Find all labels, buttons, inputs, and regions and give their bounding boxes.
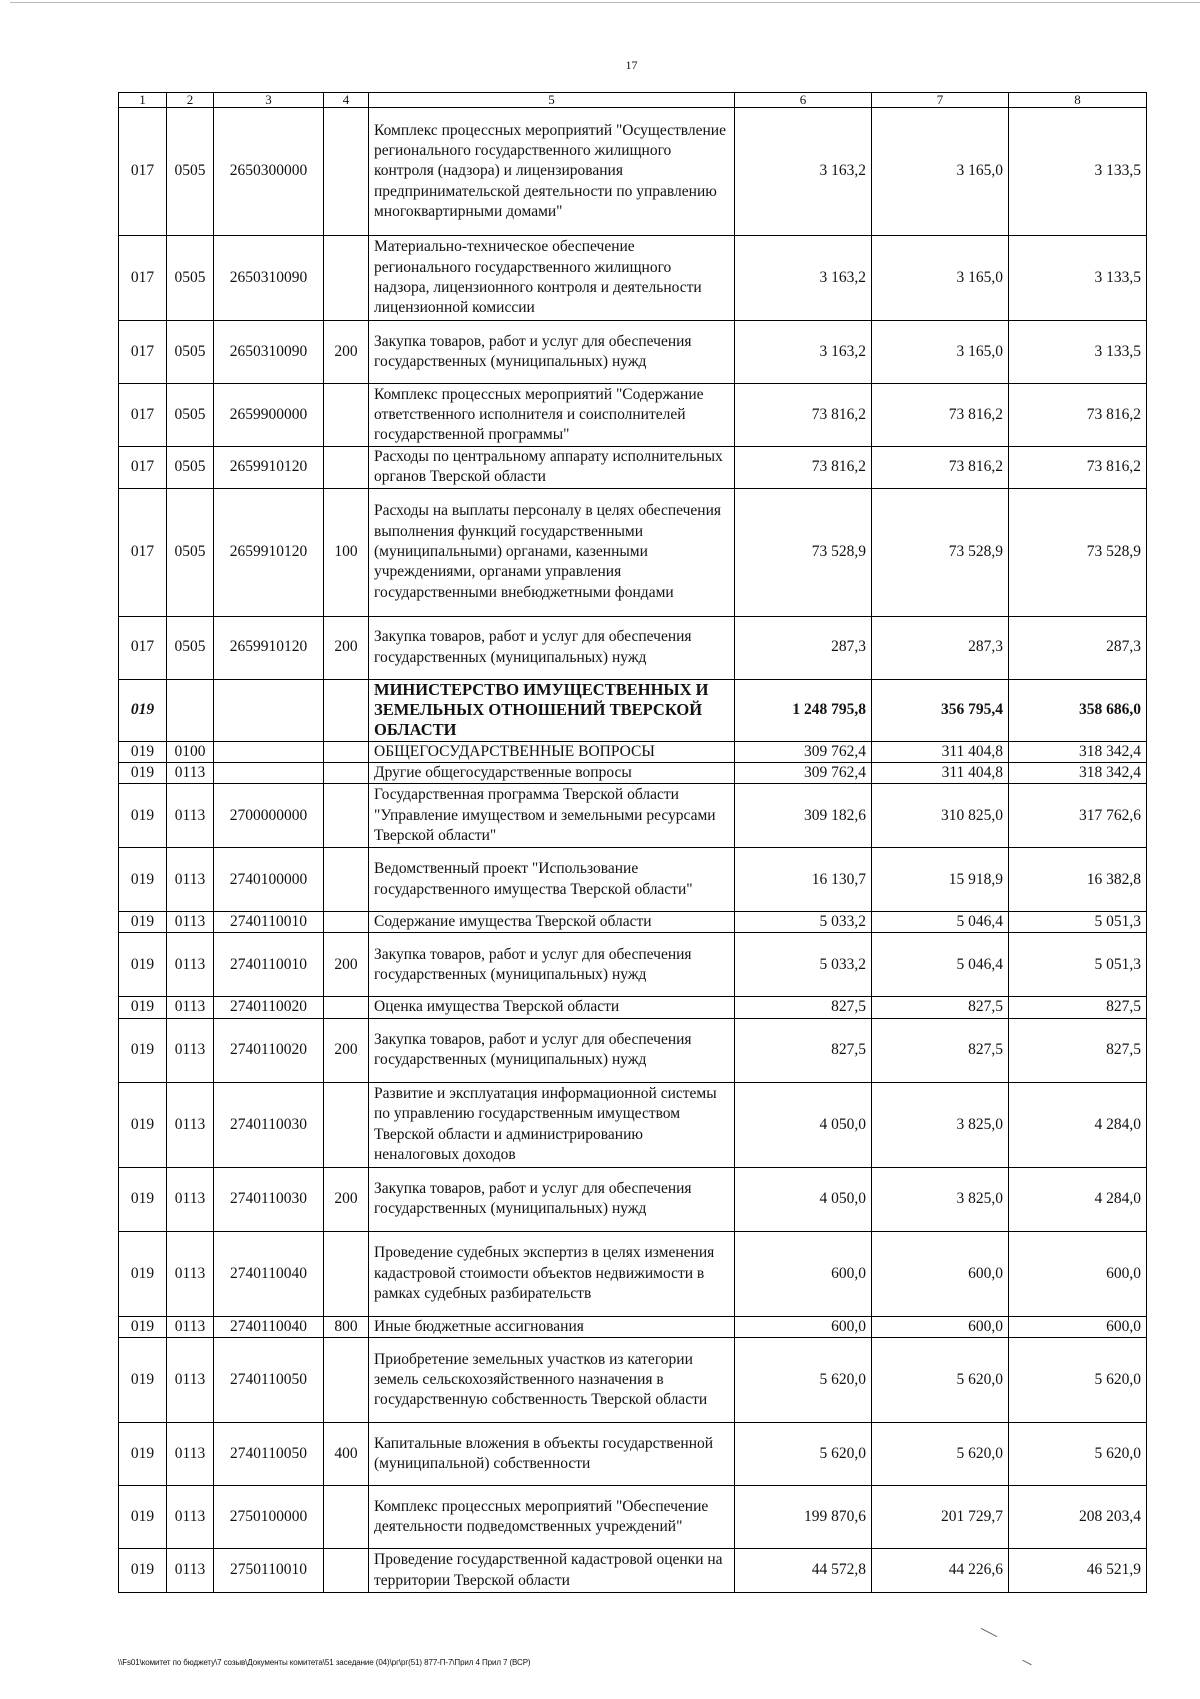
description-cell: Закупка товаров, работ и услуг для обеспечения государственных (муниципальных) нужд xyxy=(369,1018,735,1082)
expense-type-cell: 400 xyxy=(324,1423,369,1486)
amount-col6-cell: 600,0 xyxy=(735,1316,872,1337)
amount-col7-cell: 73 528,9 xyxy=(872,488,1009,616)
admin-code-cell: 019 xyxy=(119,1167,167,1231)
admin-code-cell: 019 xyxy=(119,1549,167,1593)
expense-type-cell xyxy=(324,912,369,933)
section-code-cell: 0113 xyxy=(167,848,214,912)
amount-col6-cell: 3 163,2 xyxy=(735,321,872,384)
amount-col8-cell: 4 284,0 xyxy=(1009,1082,1147,1167)
section-code-cell: 0100 xyxy=(167,741,214,762)
section-code-cell: 0113 xyxy=(167,933,214,997)
section-code-cell: 0113 xyxy=(167,1549,214,1593)
amount-col8-cell: 358 686,0 xyxy=(1009,679,1147,741)
scan-artifact xyxy=(1022,1660,1031,1666)
amount-col8-cell: 600,0 xyxy=(1009,1316,1147,1337)
section-code-cell: 0113 xyxy=(167,1167,214,1231)
column-header: 1 xyxy=(119,93,167,108)
amount-col6-cell: 73 816,2 xyxy=(735,384,872,447)
amount-col7-cell: 201 729,7 xyxy=(872,1486,1009,1549)
target-article-cell xyxy=(214,679,324,741)
amount-col7-cell: 5 620,0 xyxy=(872,1338,1009,1423)
admin-code-cell: 019 xyxy=(119,1316,167,1337)
expense-type-cell xyxy=(324,1338,369,1423)
amount-col6-cell: 4 050,0 xyxy=(735,1082,872,1167)
amount-col7-cell: 73 816,2 xyxy=(872,384,1009,447)
table-row xyxy=(119,1018,1147,1082)
amount-col7-cell: 3 825,0 xyxy=(872,1167,1009,1231)
amount-col8-cell: 600,0 xyxy=(1009,1231,1147,1316)
target-article-cell: 2740110010 xyxy=(214,912,324,933)
table-row xyxy=(119,1082,1147,1167)
target-article-cell: 2659900000 xyxy=(214,384,324,447)
table-row xyxy=(119,384,1147,447)
section-code-cell: 0113 xyxy=(167,1486,214,1549)
expense-type-cell xyxy=(324,1486,369,1549)
amount-col6-cell: 309 182,6 xyxy=(735,784,872,848)
amount-col8-cell: 287,3 xyxy=(1009,616,1147,679)
expense-type-cell xyxy=(324,848,369,912)
section-code-cell: 0113 xyxy=(167,1082,214,1167)
column-header: 4 xyxy=(324,93,369,108)
amount-col7-cell: 600,0 xyxy=(872,1316,1009,1337)
amount-col8-cell: 827,5 xyxy=(1009,997,1147,1018)
admin-code-cell: 019 xyxy=(119,1423,167,1486)
admin-code-cell: 019 xyxy=(119,1231,167,1316)
table-body xyxy=(119,93,1147,1593)
description-cell: Комплекс процессных мероприятий "Осуществление регионального государственного жилищного контроля (надзора) и лицензирования предпринимательской деятельности по управлению многоквартирными домами" xyxy=(369,108,735,236)
amount-col7-cell: 310 825,0 xyxy=(872,784,1009,848)
amount-col7-cell: 827,5 xyxy=(872,1018,1009,1082)
admin-code-cell: 017 xyxy=(119,488,167,616)
expense-type-cell xyxy=(324,1082,369,1167)
expense-type-cell xyxy=(324,741,369,762)
amount-col6-cell: 5 033,2 xyxy=(735,912,872,933)
amount-col8-cell: 3 133,5 xyxy=(1009,321,1147,384)
admin-code-cell: 019 xyxy=(119,679,167,741)
table-row xyxy=(119,1549,1147,1593)
description-cell: Комплекс процессных мероприятий "Содержание ответственного исполнителя и соисполнителей государственной программы" xyxy=(369,384,735,447)
column-header: 2 xyxy=(167,93,214,108)
table-row xyxy=(119,1338,1147,1423)
amount-col6-cell: 600,0 xyxy=(735,1231,872,1316)
target-article-cell: 2700000000 xyxy=(214,784,324,848)
description-cell: Материально-техническое обеспечение регионального государственного жилищного надзора, лицензионного контроля и деятельности лицензионной комиссии xyxy=(369,236,735,321)
amount-col6-cell: 3 163,2 xyxy=(735,236,872,321)
budget-table xyxy=(118,92,1147,1593)
expense-type-cell: 800 xyxy=(324,1316,369,1337)
admin-code-cell: 017 xyxy=(119,447,167,489)
expense-type-cell xyxy=(324,762,369,783)
target-article-cell: 2740110020 xyxy=(214,997,324,1018)
section-code-cell: 0113 xyxy=(167,1316,214,1337)
description-cell: Оценка имущества Тверской области xyxy=(369,997,735,1018)
amount-col7-cell: 311 404,8 xyxy=(872,762,1009,783)
expense-type-cell: 200 xyxy=(324,321,369,384)
amount-col7-cell: 15 918,9 xyxy=(872,848,1009,912)
amount-col8-cell: 318 342,4 xyxy=(1009,762,1147,783)
amount-col7-cell: 356 795,4 xyxy=(872,679,1009,741)
section-code-cell: 0113 xyxy=(167,1423,214,1486)
section-code-cell: 0505 xyxy=(167,236,214,321)
description-cell: МИНИСТЕРСТВО ИМУЩЕСТВЕННЫХ И ЗЕМЕЛЬНЫХ ОТНОШЕНИЙ ТВЕРСКОЙ ОБЛАСТИ xyxy=(369,679,735,741)
table-row xyxy=(119,741,1147,762)
amount-col7-cell: 73 816,2 xyxy=(872,447,1009,489)
amount-col7-cell: 600,0 xyxy=(872,1231,1009,1316)
column-header: 7 xyxy=(872,93,1009,108)
file-path-footer: \\Fs01\комитет по бюджету\7 созыв\Документы комитета\51 заседание (04)\рг\рг(51) 877-П-7\Прил 4 Прил 7 (ВСР) xyxy=(118,1658,531,1667)
expense-type-cell xyxy=(324,447,369,489)
amount-col6-cell: 287,3 xyxy=(735,616,872,679)
admin-code-cell: 017 xyxy=(119,321,167,384)
description-cell: Закупка товаров, работ и услуг для обеспечения государственных (муниципальных) нужд xyxy=(369,933,735,997)
amount-col6-cell: 44 572,8 xyxy=(735,1549,872,1593)
target-article-cell: 2750110010 xyxy=(214,1549,324,1593)
section-code-cell: 0505 xyxy=(167,384,214,447)
description-cell: Содержание имущества Тверской области xyxy=(369,912,735,933)
target-article-cell: 2659910120 xyxy=(214,488,324,616)
amount-col8-cell: 3 133,5 xyxy=(1009,108,1147,236)
admin-code-cell: 019 xyxy=(119,848,167,912)
amount-col8-cell: 73 816,2 xyxy=(1009,447,1147,489)
section-code-cell xyxy=(167,679,214,741)
description-cell: Приобретение земельных участков из категории земель сельскохозяйственного назначения в государственную собственность Тверской области xyxy=(369,1338,735,1423)
amount-col8-cell: 3 133,5 xyxy=(1009,236,1147,321)
table-row xyxy=(119,488,1147,616)
section-code-cell: 0113 xyxy=(167,784,214,848)
expense-type-cell xyxy=(324,1231,369,1316)
expense-type-cell xyxy=(324,679,369,741)
expense-type-cell: 200 xyxy=(324,1167,369,1231)
admin-code-cell: 017 xyxy=(119,108,167,236)
admin-code-cell: 019 xyxy=(119,784,167,848)
table-row xyxy=(119,1316,1147,1337)
amount-col6-cell: 827,5 xyxy=(735,997,872,1018)
admin-code-cell: 019 xyxy=(119,1486,167,1549)
admin-code-cell: 019 xyxy=(119,762,167,783)
amount-col7-cell: 5 620,0 xyxy=(872,1423,1009,1486)
admin-code-cell: 017 xyxy=(119,616,167,679)
description-cell: Государственная программа Тверской области "Управление имуществом и земельными ресурсами Тверской области" xyxy=(369,784,735,848)
description-cell: Иные бюджетные ассигнования xyxy=(369,1316,735,1337)
amount-col6-cell: 5 620,0 xyxy=(735,1423,872,1486)
scan-top-edge xyxy=(10,2,1200,3)
admin-code-cell: 019 xyxy=(119,1338,167,1423)
table-row xyxy=(119,447,1147,489)
target-article-cell: 2740110050 xyxy=(214,1338,324,1423)
section-code-cell: 0505 xyxy=(167,488,214,616)
amount-col7-cell: 44 226,6 xyxy=(872,1549,1009,1593)
section-code-cell: 0113 xyxy=(167,1018,214,1082)
section-code-cell: 0113 xyxy=(167,912,214,933)
target-article-cell: 2740110040 xyxy=(214,1231,324,1316)
expense-type-cell xyxy=(324,784,369,848)
table-row xyxy=(119,321,1147,384)
section-code-cell: 0113 xyxy=(167,997,214,1018)
admin-code-cell: 019 xyxy=(119,1018,167,1082)
section-code-cell: 0113 xyxy=(167,1231,214,1316)
expense-type-cell xyxy=(324,1549,369,1593)
description-cell: Закупка товаров, работ и услуг для обеспечения государственных (муниципальных) нужд xyxy=(369,616,735,679)
table-row xyxy=(119,616,1147,679)
admin-code-cell: 019 xyxy=(119,912,167,933)
target-article-cell: 2740110030 xyxy=(214,1167,324,1231)
description-cell: Проведение государственной кадастровой оценки на территории Тверской области xyxy=(369,1549,735,1593)
expense-type-cell xyxy=(324,108,369,236)
table-row xyxy=(119,784,1147,848)
table-row xyxy=(119,912,1147,933)
table-row xyxy=(119,1167,1147,1231)
column-header: 6 xyxy=(735,93,872,108)
target-article-cell: 2650310090 xyxy=(214,236,324,321)
table-header-row xyxy=(119,93,1147,108)
section-code-cell: 0505 xyxy=(167,108,214,236)
table-row xyxy=(119,236,1147,321)
description-cell: Расходы по центральному аппарату исполнительных органов Тверской области xyxy=(369,447,735,489)
amount-col8-cell: 5 051,3 xyxy=(1009,933,1147,997)
section-code-cell: 0113 xyxy=(167,1338,214,1423)
scan-artifact xyxy=(981,1628,997,1637)
table-row xyxy=(119,933,1147,997)
expense-type-cell: 200 xyxy=(324,933,369,997)
target-article-cell: 2740110030 xyxy=(214,1082,324,1167)
table-row xyxy=(119,848,1147,912)
target-article-cell: 2750100000 xyxy=(214,1486,324,1549)
description-cell: Закупка товаров, работ и услуг для обеспечения государственных (муниципальных) нужд xyxy=(369,321,735,384)
amount-col6-cell: 309 762,4 xyxy=(735,741,872,762)
amount-col8-cell: 5 051,3 xyxy=(1009,912,1147,933)
amount-col8-cell: 73 816,2 xyxy=(1009,384,1147,447)
amount-col8-cell: 208 203,4 xyxy=(1009,1486,1147,1549)
amount-col6-cell: 4 050,0 xyxy=(735,1167,872,1231)
target-article-cell: 2659910120 xyxy=(214,447,324,489)
target-article-cell: 2650310090 xyxy=(214,321,324,384)
amount-col8-cell: 5 620,0 xyxy=(1009,1423,1147,1486)
amount-col6-cell: 309 762,4 xyxy=(735,762,872,783)
table-row xyxy=(119,1423,1147,1486)
admin-code-cell: 017 xyxy=(119,236,167,321)
section-code-cell: 0505 xyxy=(167,321,214,384)
amount-col6-cell: 1 248 795,8 xyxy=(735,679,872,741)
expense-type-cell: 100 xyxy=(324,488,369,616)
description-cell: Закупка товаров, работ и услуг для обеспечения государственных (муниципальных) нужд xyxy=(369,1167,735,1231)
table-row xyxy=(119,679,1147,741)
target-article-cell: 2740100000 xyxy=(214,848,324,912)
amount-col7-cell: 3 165,0 xyxy=(872,321,1009,384)
expense-type-cell xyxy=(324,236,369,321)
description-cell: Другие общегосударственные вопросы xyxy=(369,762,735,783)
table-row xyxy=(119,1486,1147,1549)
amount-col6-cell: 3 163,2 xyxy=(735,108,872,236)
target-article-cell: 2740110020 xyxy=(214,1018,324,1082)
amount-col8-cell: 317 762,6 xyxy=(1009,784,1147,848)
section-code-cell: 0505 xyxy=(167,616,214,679)
amount-col6-cell: 73 528,9 xyxy=(735,488,872,616)
table-row xyxy=(119,762,1147,783)
target-article-cell: 2740110010 xyxy=(214,933,324,997)
target-article-cell: 2659910120 xyxy=(214,616,324,679)
description-cell: Развитие и эксплуатация информационной системы по управлению государственным имуществом Тверской области и администрированию неналоговых доходов xyxy=(369,1082,735,1167)
amount-col7-cell: 3 165,0 xyxy=(872,236,1009,321)
amount-col7-cell: 5 046,4 xyxy=(872,933,1009,997)
target-article-cell xyxy=(214,762,324,783)
target-article-cell: 2740110040 xyxy=(214,1316,324,1337)
amount-col8-cell: 318 342,4 xyxy=(1009,741,1147,762)
admin-code-cell: 017 xyxy=(119,384,167,447)
amount-col7-cell: 3 165,0 xyxy=(872,108,1009,236)
expense-type-cell xyxy=(324,384,369,447)
amount-col7-cell: 311 404,8 xyxy=(872,741,1009,762)
column-header: 3 xyxy=(214,93,324,108)
amount-col6-cell: 73 816,2 xyxy=(735,447,872,489)
target-article-cell: 2650300000 xyxy=(214,108,324,236)
amount-col6-cell: 199 870,6 xyxy=(735,1486,872,1549)
admin-code-cell: 019 xyxy=(119,741,167,762)
admin-code-cell: 019 xyxy=(119,933,167,997)
amount-col6-cell: 5 620,0 xyxy=(735,1338,872,1423)
description-cell: ОБЩЕГОСУДАРСТВЕННЫЕ ВОПРОСЫ xyxy=(369,741,735,762)
section-code-cell: 0505 xyxy=(167,447,214,489)
amount-col8-cell: 4 284,0 xyxy=(1009,1167,1147,1231)
column-header: 5 xyxy=(369,93,735,108)
amount-col6-cell: 827,5 xyxy=(735,1018,872,1082)
expense-type-cell: 200 xyxy=(324,616,369,679)
table-row xyxy=(119,1231,1147,1316)
description-cell: Капитальные вложения в объекты государственной (муниципальной) собственности xyxy=(369,1423,735,1486)
amount-col8-cell: 16 382,8 xyxy=(1009,848,1147,912)
description-cell: Проведение судебных экспертиз в целях изменения кадастровой стоимости объектов недвижимости в рамках судебных разбирательств xyxy=(369,1231,735,1316)
description-cell: Расходы на выплаты персоналу в целях обеспечения выполнения функций государственными (муниципальными) органами, казенными учреждениями, органами управления государственными внебюджетными фондами xyxy=(369,488,735,616)
amount-col7-cell: 5 046,4 xyxy=(872,912,1009,933)
amount-col7-cell: 3 825,0 xyxy=(872,1082,1009,1167)
target-article-cell: 2740110050 xyxy=(214,1423,324,1486)
amount-col6-cell: 16 130,7 xyxy=(735,848,872,912)
amount-col7-cell: 827,5 xyxy=(872,997,1009,1018)
admin-code-cell: 019 xyxy=(119,997,167,1018)
amount-col7-cell: 287,3 xyxy=(872,616,1009,679)
amount-col6-cell: 5 033,2 xyxy=(735,933,872,997)
column-header: 8 xyxy=(1009,93,1147,108)
table-row xyxy=(119,997,1147,1018)
section-code-cell: 0113 xyxy=(167,762,214,783)
target-article-cell xyxy=(214,741,324,762)
admin-code-cell: 019 xyxy=(119,1082,167,1167)
table-row xyxy=(119,108,1147,236)
page-number: 17 xyxy=(625,58,638,72)
expense-type-cell xyxy=(324,997,369,1018)
description-cell: Ведомственный проект "Использование государственного имущества Тверской области" xyxy=(369,848,735,912)
amount-col8-cell: 46 521,9 xyxy=(1009,1549,1147,1593)
amount-col8-cell: 73 528,9 xyxy=(1009,488,1147,616)
description-cell: Комплекс процессных мероприятий "Обеспечение деятельности подведомственных учреждений" xyxy=(369,1486,735,1549)
amount-col8-cell: 5 620,0 xyxy=(1009,1338,1147,1423)
amount-col8-cell: 827,5 xyxy=(1009,1018,1147,1082)
expense-type-cell: 200 xyxy=(324,1018,369,1082)
